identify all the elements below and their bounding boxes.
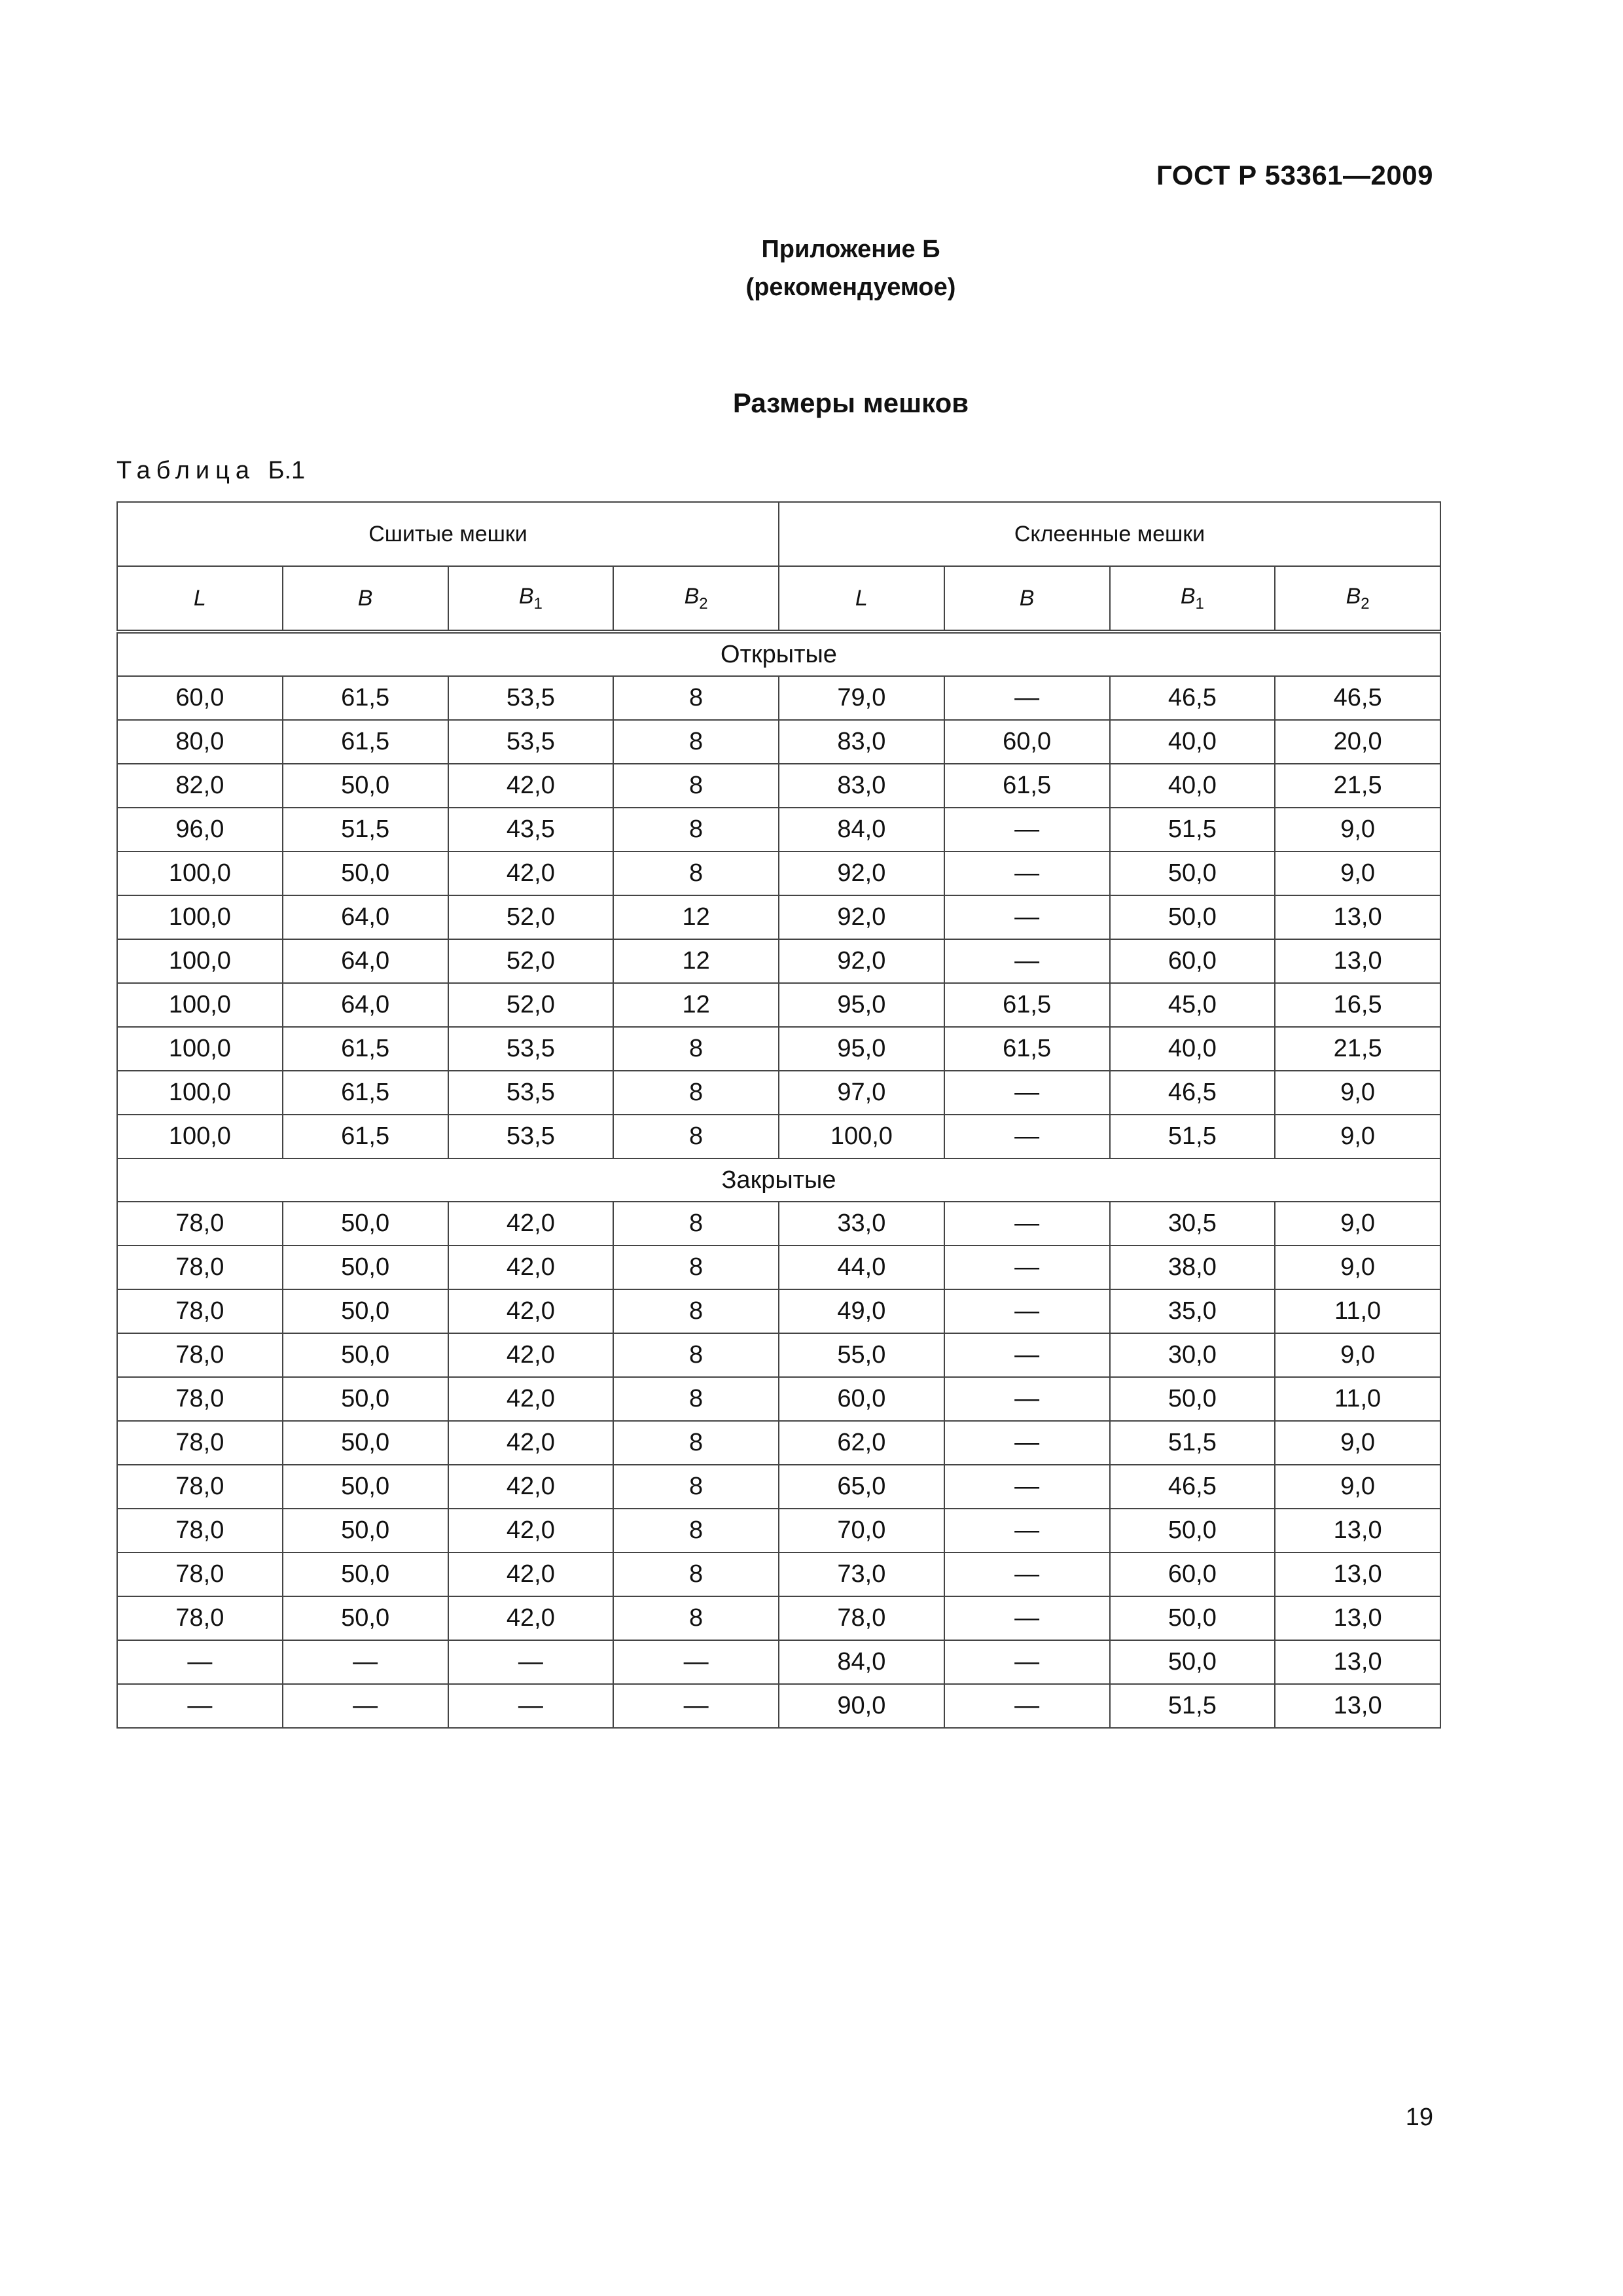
table-cell: 40,0 <box>1110 720 1275 764</box>
table-cell: 42,0 <box>448 1465 614 1509</box>
table-cell: 78,0 <box>117 1421 283 1465</box>
table-cell: 21,5 <box>1275 1027 1440 1071</box>
table-cell: 92,0 <box>779 852 944 895</box>
table-cell: 49,0 <box>779 1289 944 1333</box>
table-cell: 50,0 <box>1110 1640 1275 1684</box>
table-cell: 78,0 <box>779 1596 944 1640</box>
table-cell: — <box>613 1640 779 1684</box>
table-cell: — <box>944 1202 1110 1246</box>
table-cell: 42,0 <box>448 1509 614 1552</box>
table-cell: 82,0 <box>117 764 283 808</box>
table-cell: — <box>944 676 1110 720</box>
table-cell: 38,0 <box>1110 1246 1275 1289</box>
table-cell: 33,0 <box>779 1202 944 1246</box>
table-cell: 8 <box>613 1333 779 1377</box>
table-cell: — <box>944 1465 1110 1509</box>
table-cell: 51,5 <box>1110 1421 1275 1465</box>
table-cell: — <box>944 1377 1110 1421</box>
table-cell: 78,0 <box>117 1333 283 1377</box>
table-cell: 83,0 <box>779 720 944 764</box>
table-cell: 9,0 <box>1275 1421 1440 1465</box>
table-cell: 53,5 <box>448 676 614 720</box>
table-row <box>117 1289 1440 1333</box>
table-row <box>117 1640 1440 1684</box>
table-cell: — <box>944 1552 1110 1596</box>
table-cell: 50,0 <box>283 1202 448 1246</box>
table-row <box>117 1027 1440 1071</box>
table-cell: 100,0 <box>117 895 283 939</box>
table-cell: 8 <box>613 676 779 720</box>
table-cell: 61,5 <box>944 983 1110 1027</box>
table-cell: 8 <box>613 852 779 895</box>
table-cell: 64,0 <box>283 983 448 1027</box>
table-cell: 78,0 <box>117 1246 283 1289</box>
table-cell: 51,5 <box>1110 808 1275 852</box>
table-row <box>117 895 1440 939</box>
table-cell: 42,0 <box>448 1246 614 1289</box>
table-cell: — <box>944 852 1110 895</box>
table-cell: 8 <box>613 1465 779 1509</box>
table-cell: 9,0 <box>1275 1115 1440 1158</box>
table-row <box>117 1115 1440 1158</box>
table-caption <box>116 457 305 485</box>
column-header-symbol: B <box>1019 585 1035 611</box>
table-cell: 100,0 <box>117 852 283 895</box>
table-cell: 50,0 <box>1110 852 1275 895</box>
appendix-title: Приложение Б <box>761 236 940 263</box>
table-cell: 8 <box>613 720 779 764</box>
table-cell: 8 <box>613 1509 779 1552</box>
section-title: Размеры мешков <box>732 387 969 418</box>
column-header <box>448 566 614 632</box>
column-header <box>613 566 779 632</box>
table-cell: 50,0 <box>283 1289 448 1333</box>
table-cell: 8 <box>613 1289 779 1333</box>
table-cell: 100,0 <box>117 939 283 983</box>
table-cell: 64,0 <box>283 895 448 939</box>
column-header <box>1110 566 1275 632</box>
table-cell: 92,0 <box>779 939 944 983</box>
table-cell: 13,0 <box>1275 1684 1440 1728</box>
table-cell: 12 <box>613 895 779 939</box>
table-cell: — <box>944 1509 1110 1552</box>
table-cell: 100,0 <box>117 983 283 1027</box>
table-cell: 50,0 <box>283 1246 448 1289</box>
table-cell: 50,0 <box>283 1552 448 1596</box>
table-cell: 42,0 <box>448 852 614 895</box>
bag-dimensions-table <box>116 501 1441 1729</box>
section-label: Закрытые <box>117 1158 1440 1202</box>
table-cell: 78,0 <box>117 1289 283 1333</box>
table-cell: 50,0 <box>283 764 448 808</box>
table-row <box>117 676 1440 720</box>
table-cell: 9,0 <box>1275 808 1440 852</box>
table-cell: 8 <box>613 1596 779 1640</box>
table-cell: 60,0 <box>117 676 283 720</box>
table-cell: 30,5 <box>1110 1202 1275 1246</box>
table-cell: 42,0 <box>448 1552 614 1596</box>
table-cell: 46,5 <box>1110 676 1275 720</box>
table-row <box>117 1202 1440 1246</box>
table-cell: 62,0 <box>779 1421 944 1465</box>
column-header-symbol: B <box>357 585 373 611</box>
table-cell: 8 <box>613 1377 779 1421</box>
table-cell: 42,0 <box>448 1596 614 1640</box>
table-cell: 9,0 <box>1275 1465 1440 1509</box>
table-cell: 9,0 <box>1275 1071 1440 1115</box>
column-header <box>117 566 283 632</box>
table-row <box>117 764 1440 808</box>
table-row <box>117 1596 1440 1640</box>
section-label: Открытые <box>117 632 1440 676</box>
table-cell: 8 <box>613 1202 779 1246</box>
table-cell: — <box>448 1684 614 1728</box>
table-cell: 35,0 <box>1110 1289 1275 1333</box>
table-cell: 50,0 <box>283 1421 448 1465</box>
table-cell: 40,0 <box>1110 764 1275 808</box>
table-body <box>117 632 1440 1728</box>
table-cell: 53,5 <box>448 1115 614 1158</box>
column-header <box>1275 566 1440 632</box>
table-cell: 46,5 <box>1110 1465 1275 1509</box>
table-cell: — <box>944 895 1110 939</box>
table-cell: 13,0 <box>1275 939 1440 983</box>
table-cell: 8 <box>613 764 779 808</box>
column-header-symbol: B <box>1346 583 1361 609</box>
table-cell: 60,0 <box>944 720 1110 764</box>
table-cell: — <box>944 1246 1110 1289</box>
table-cell: 53,5 <box>448 1071 614 1115</box>
table-caption-number: Б.1 <box>268 457 306 484</box>
table-cell: 50,0 <box>283 852 448 895</box>
table-cell: 84,0 <box>779 1640 944 1684</box>
table-cell: 8 <box>613 1421 779 1465</box>
table-cell: 8 <box>613 1027 779 1071</box>
appendix-subtitle: (рекомендуемое) <box>745 274 956 301</box>
table-cell: 42,0 <box>448 1289 614 1333</box>
table-cell: 97,0 <box>779 1071 944 1115</box>
table-cell: 61,5 <box>944 764 1110 808</box>
table-cell: 50,0 <box>1110 1509 1275 1552</box>
table-cell: 9,0 <box>1275 1202 1440 1246</box>
column-header-row <box>117 566 1440 632</box>
table-cell: 95,0 <box>779 1027 944 1071</box>
table-cell: 96,0 <box>117 808 283 852</box>
table-cell: 78,0 <box>117 1377 283 1421</box>
document-code: ГОСТ Р 53361—2009 <box>1156 160 1433 190</box>
table-cell: 11,0 <box>1275 1289 1440 1333</box>
column-header-subscript: 2 <box>699 594 708 613</box>
table-row <box>117 852 1440 895</box>
table-cell: 50,0 <box>1110 1377 1275 1421</box>
table-cell: 53,5 <box>448 1027 614 1071</box>
table-cell: — <box>944 1289 1110 1333</box>
table-cell: 70,0 <box>779 1509 944 1552</box>
table-cell: — <box>117 1684 283 1728</box>
table-cell: 45,0 <box>1110 983 1275 1027</box>
table-cell: 60,0 <box>1110 1552 1275 1596</box>
table-row <box>117 1552 1440 1596</box>
table-cell: — <box>448 1640 614 1684</box>
table-cell: 50,0 <box>283 1465 448 1509</box>
table-cell: 13,0 <box>1275 895 1440 939</box>
table-cell: 52,0 <box>448 895 614 939</box>
table-cell: 61,5 <box>283 676 448 720</box>
table-cell: 9,0 <box>1275 1333 1440 1377</box>
table-cell: 100,0 <box>117 1027 283 1071</box>
column-header-subscript: 2 <box>1361 594 1370 613</box>
table-cell: 61,5 <box>944 1027 1110 1071</box>
table-caption-prefix: Таблица <box>116 457 255 484</box>
table-cell: 60,0 <box>779 1377 944 1421</box>
table-cell: 8 <box>613 1115 779 1158</box>
table-cell: 53,5 <box>448 720 614 764</box>
table-cell: — <box>944 1684 1110 1728</box>
table-row <box>117 1333 1440 1377</box>
table-cell: 52,0 <box>448 983 614 1027</box>
column-header-symbol: B <box>1180 583 1196 609</box>
table-cell: 100,0 <box>779 1115 944 1158</box>
column-header-subscript: 1 <box>533 594 543 613</box>
column-header-symbol: B <box>684 583 700 609</box>
table-cell: — <box>944 1115 1110 1158</box>
table-cell: 78,0 <box>117 1509 283 1552</box>
table-cell: 50,0 <box>283 1377 448 1421</box>
table-cell: 51,5 <box>1110 1115 1275 1158</box>
table-cell: 84,0 <box>779 808 944 852</box>
table-cell: 52,0 <box>448 939 614 983</box>
table-cell: 90,0 <box>779 1684 944 1728</box>
table-cell: 46,5 <box>1275 676 1440 720</box>
table-row <box>117 939 1440 983</box>
table-cell: 30,0 <box>1110 1333 1275 1377</box>
table-cell: 8 <box>613 1246 779 1289</box>
table-cell: — <box>944 1421 1110 1465</box>
table-cell: 61,5 <box>283 1027 448 1071</box>
table-cell: 83,0 <box>779 764 944 808</box>
table-cell: 8 <box>613 808 779 852</box>
table-row <box>117 1071 1440 1115</box>
table-cell: 78,0 <box>117 1596 283 1640</box>
table-row <box>117 1684 1440 1728</box>
table-cell: 78,0 <box>117 1552 283 1596</box>
table-cell: 73,0 <box>779 1552 944 1596</box>
section-row <box>117 632 1440 676</box>
table-cell: 42,0 <box>448 1333 614 1377</box>
group-header-glued: Склеенные мешки <box>779 502 1440 566</box>
column-header-symbol: L <box>855 585 868 611</box>
table-row <box>117 1465 1440 1509</box>
table-cell: 92,0 <box>779 895 944 939</box>
table-cell: — <box>117 1640 283 1684</box>
table-cell: 100,0 <box>117 1071 283 1115</box>
table-cell: 8 <box>613 1071 779 1115</box>
group-header-row <box>117 502 1440 566</box>
table-cell: 78,0 <box>117 1202 283 1246</box>
group-header-sewn: Сшитые мешки <box>117 502 779 566</box>
table-cell: 95,0 <box>779 983 944 1027</box>
table-cell: 42,0 <box>448 1377 614 1421</box>
table-cell: 51,5 <box>1110 1684 1275 1728</box>
table-cell: 21,5 <box>1275 764 1440 808</box>
appendix-heading <box>0 230 1623 306</box>
table-row <box>117 1421 1440 1465</box>
table-cell: 80,0 <box>117 720 283 764</box>
table-row <box>117 983 1440 1027</box>
table-cell: 44,0 <box>779 1246 944 1289</box>
section-row <box>117 1158 1440 1202</box>
column-header <box>944 566 1110 632</box>
column-header-symbol: B <box>518 583 534 609</box>
table-row <box>117 1509 1440 1552</box>
table-cell: — <box>944 1071 1110 1115</box>
table-cell: 9,0 <box>1275 852 1440 895</box>
table-cell: — <box>944 1333 1110 1377</box>
table-cell: 12 <box>613 939 779 983</box>
table-cell: 50,0 <box>283 1333 448 1377</box>
table-cell: 43,5 <box>448 808 614 852</box>
table-cell: 61,5 <box>283 720 448 764</box>
table-cell: 11,0 <box>1275 1377 1440 1421</box>
table-cell: 40,0 <box>1110 1027 1275 1071</box>
table-cell: 61,5 <box>283 1071 448 1115</box>
table-cell: 61,5 <box>283 1115 448 1158</box>
table-cell: 51,5 <box>283 808 448 852</box>
column-header-subscript: 1 <box>1195 594 1204 613</box>
table-cell: 13,0 <box>1275 1596 1440 1640</box>
table-cell: 42,0 <box>448 764 614 808</box>
table-cell: 78,0 <box>117 1465 283 1509</box>
table-row <box>117 1246 1440 1289</box>
table-cell: — <box>944 1596 1110 1640</box>
table-cell: 20,0 <box>1275 720 1440 764</box>
table-cell: 50,0 <box>283 1509 448 1552</box>
column-header <box>283 566 448 632</box>
table-cell: 16,5 <box>1275 983 1440 1027</box>
table-cell: 46,5 <box>1110 1071 1275 1115</box>
table-row <box>117 808 1440 852</box>
table-cell: 13,0 <box>1275 1552 1440 1596</box>
column-header-symbol: L <box>193 585 206 611</box>
table-cell: 13,0 <box>1275 1509 1440 1552</box>
table-cell: 12 <box>613 983 779 1027</box>
table-cell: 50,0 <box>1110 1596 1275 1640</box>
page-number: 19 <box>1405 2104 1433 2131</box>
table-cell: 8 <box>613 1552 779 1596</box>
table-cell: 50,0 <box>283 1596 448 1640</box>
table-cell: 79,0 <box>779 676 944 720</box>
table-cell: 60,0 <box>1110 939 1275 983</box>
table-cell: — <box>944 1640 1110 1684</box>
table-cell: — <box>944 939 1110 983</box>
table-row <box>117 1377 1440 1421</box>
table-row <box>117 720 1440 764</box>
table-cell: 42,0 <box>448 1421 614 1465</box>
table-cell: 100,0 <box>117 1115 283 1158</box>
table-cell: 42,0 <box>448 1202 614 1246</box>
table-cell: — <box>613 1684 779 1728</box>
column-header <box>779 566 944 632</box>
table-cell: 50,0 <box>1110 895 1275 939</box>
table-cell: 64,0 <box>283 939 448 983</box>
table-cell: — <box>283 1640 448 1684</box>
table-cell: 13,0 <box>1275 1640 1440 1684</box>
table-cell: 55,0 <box>779 1333 944 1377</box>
table-cell: — <box>944 808 1110 852</box>
table-cell: 65,0 <box>779 1465 944 1509</box>
table-cell: — <box>283 1684 448 1728</box>
table-cell: 9,0 <box>1275 1246 1440 1289</box>
